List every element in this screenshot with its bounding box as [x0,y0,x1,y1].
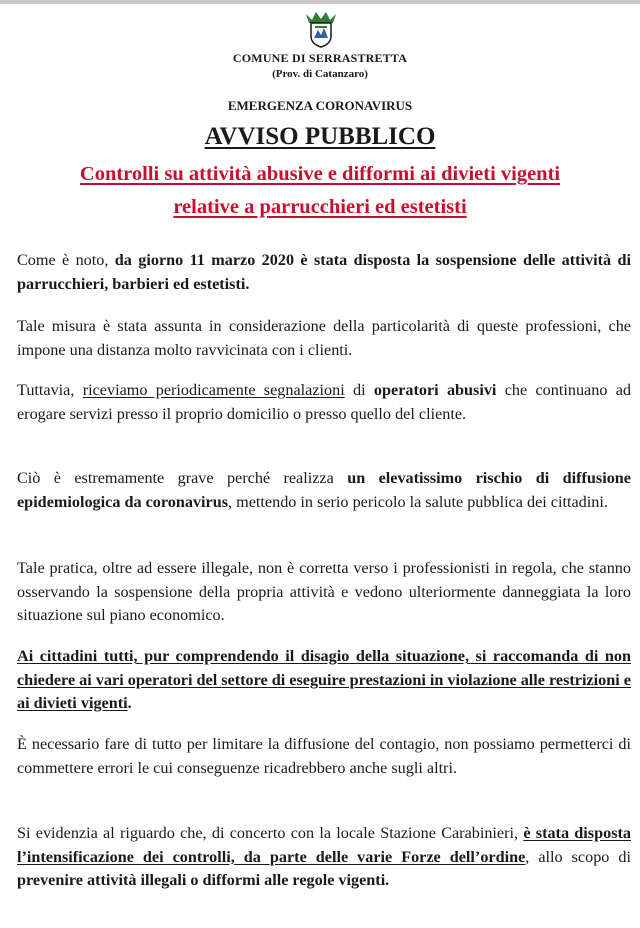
notice-title: AVVISO PUBBLICO [204,123,436,150]
p4-intro: Ciò è estremamente grave perché realizza [17,469,348,487]
p3-rest: che continuano ad erogare servizi presso il proprio domicilio o presso quello del cliente. [17,381,632,423]
p3-underline: riceviamo periodicamente segnalazioni [82,381,345,399]
paragraph-1 [17,249,631,296]
p3-di: di [344,381,374,399]
p6-bold-underline: Ai cittadini tutti, pur comprendendo il disagio della situazione, si raccomanda di non chiedere ai vari operatori del settore di eseguire prestazioni in violazione alle restrizioni e ai divieti vigenti [17,647,631,712]
top-border [0,0,640,4]
provincia-name: (Prov. di Catanzaro) [272,68,368,80]
subject-line-2: relative a parrucchieri ed estetisti [173,196,467,218]
p1-bold: da giorno 11 marzo 2020 è stata disposta la sospensione delle attività di parrucchieri, barbieri ed estetisti. [17,251,631,293]
p1-intro: Come è noto, [17,251,115,269]
subject-line-1: Controlli su attività abusive e difformi ai divieti vigenti [79,163,561,185]
paragraph-2: Tale misura è stata assunta in considerazione della particolarità di queste professioni, che impone una distanza molto ravvicinata con i clienti. [17,317,631,359]
p3-bold: operatori abusivi [373,381,497,399]
p8-intro: Si evidenzia al riguardo che, di concerto con la locale Stazione Carabinieri, [17,824,524,842]
paragraph-5: Tale pratica, oltre ad essere illegale, non è corretta verso i professionisti in regola, che stanno osservando la sospensione della propria attività e vedono ulteriormente danneggiata la loro situazione sul piano economico. [17,559,631,624]
paragraph-7: È necessario fare di tutto per limitare la diffusione del contagio, non possiamo permetterci di commettere errori le cui conseguenze ricadrebbero anche sugli altri. [17,735,631,777]
paragraph-8 [17,822,631,893]
p8-bold-underline: è stata disposta l’intensificazione dei controlli, da parte delle varie Forze dell’ordine [17,824,631,866]
paragraph-4 [17,467,631,514]
p3-intro: Tuttavia, [17,381,83,399]
p8-bold: prevenire attività illegali o difformi alle regole vigenti. [17,871,390,889]
emergency-heading: EMERGENZA CORONAVIRUS [227,98,413,113]
p8-middle: , allo scopo di [525,847,631,866]
paragraph-6 [17,645,631,716]
municipal-crest-icon [302,8,340,48]
p4-rest: , mettendo in serio pericolo la salute pubblica dei cittadini. [228,492,608,511]
paragraph-3 [17,379,631,426]
p4-bold: un elevatissimo rischio di diffusione epidemiologica da coronavirus [17,469,631,511]
comune-name: COMUNE DI SERRASTRETTA [232,51,408,65]
p6-period: . [127,694,132,712]
